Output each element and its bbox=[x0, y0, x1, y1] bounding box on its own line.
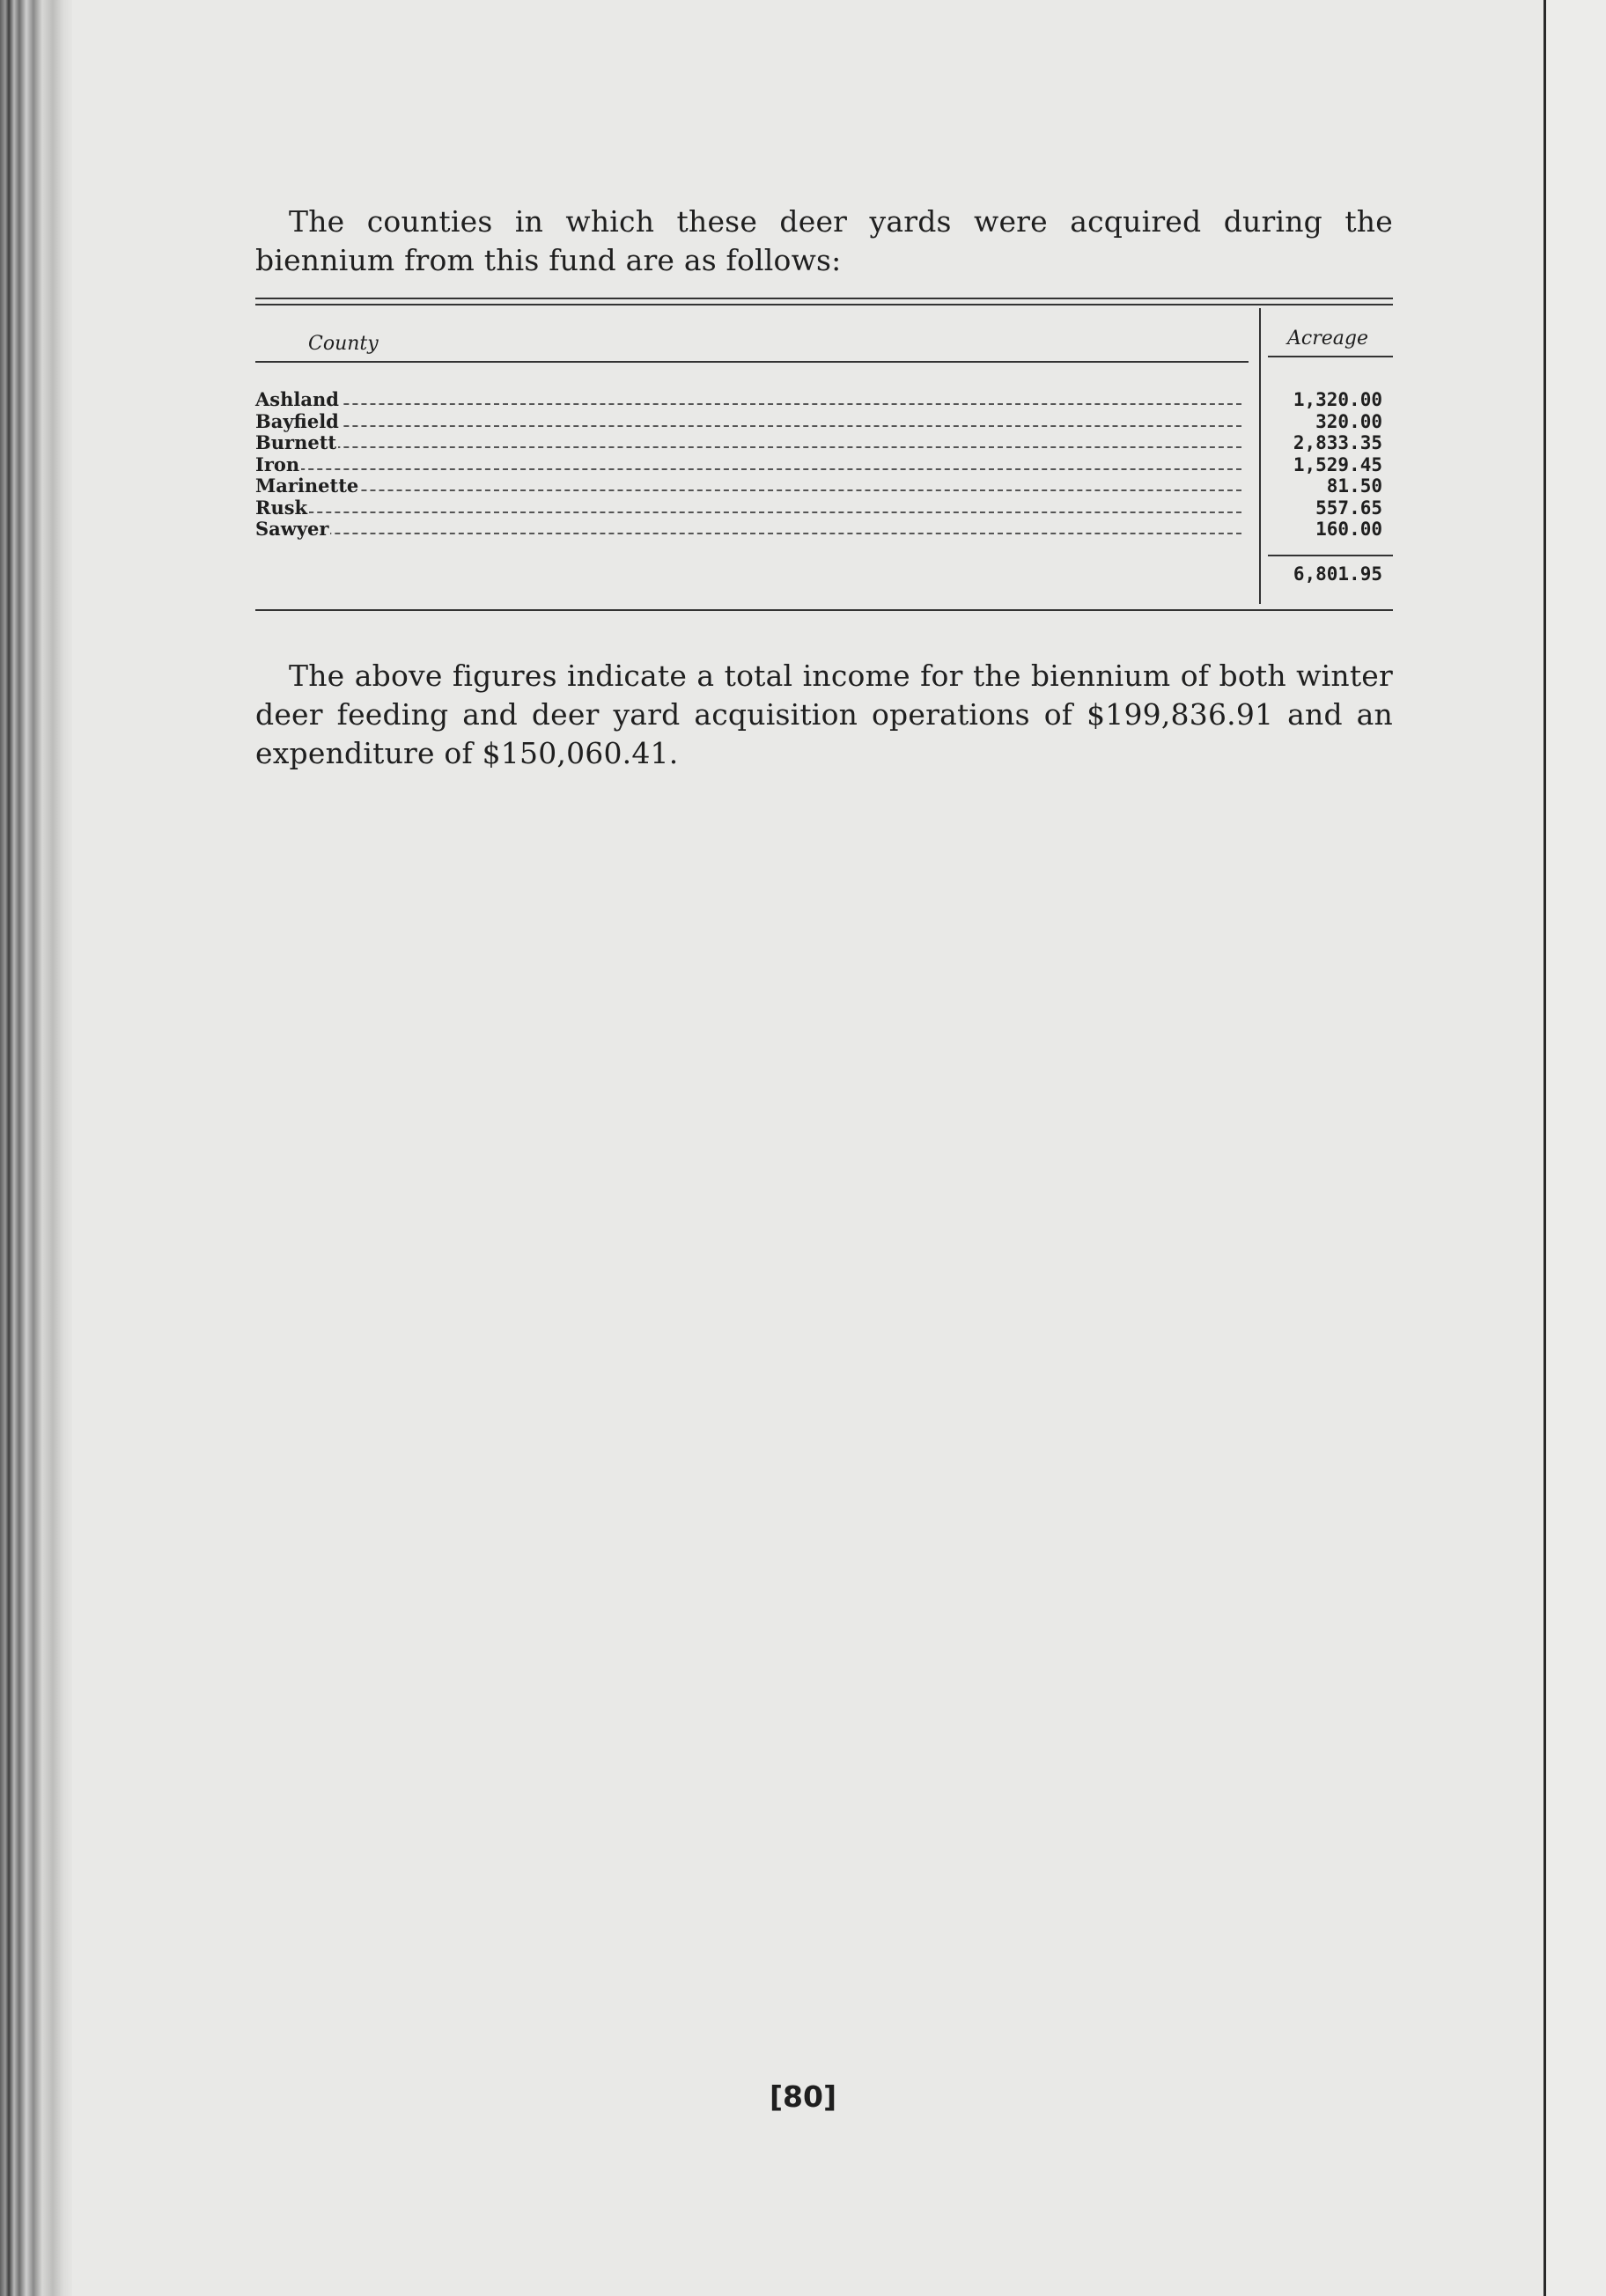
county-name: Burnett bbox=[255, 431, 337, 453]
county-name: Marinette bbox=[255, 475, 359, 497]
page-edge-margin bbox=[1546, 0, 1606, 2296]
column-header-county: County bbox=[308, 333, 379, 355]
table-top-rule bbox=[255, 298, 1393, 299]
county-name: Rusk bbox=[255, 496, 308, 519]
county-name: Sawyer bbox=[255, 518, 329, 540]
table-row bbox=[255, 389, 1393, 411]
dot-leader bbox=[255, 511, 1241, 513]
header-rule-acreage bbox=[1268, 356, 1393, 357]
book-binding bbox=[0, 0, 72, 2296]
table-row bbox=[255, 432, 1393, 454]
table-row bbox=[255, 411, 1393, 433]
header-rule-county bbox=[255, 361, 1249, 363]
page-number: [80] bbox=[769, 2079, 837, 2114]
dot-leader bbox=[255, 446, 1241, 448]
county-name: Bayfield bbox=[255, 409, 339, 432]
total-rule bbox=[1268, 555, 1393, 556]
acreage-value: 81.50 bbox=[1326, 475, 1382, 497]
table-row bbox=[255, 497, 1393, 519]
table-body bbox=[255, 389, 1393, 541]
table-bottom-rule bbox=[255, 609, 1393, 611]
column-header-acreage: Acreage bbox=[1287, 327, 1368, 350]
acreage-value: 2,833.35 bbox=[1293, 432, 1382, 453]
intro-paragraph: The counties in which these deer yards were acquired during the biennium from this fund are as follows: bbox=[255, 204, 1393, 277]
dot-leader bbox=[255, 403, 1241, 405]
dot-leader bbox=[255, 425, 1241, 427]
acreage-value: 1,320.00 bbox=[1293, 389, 1382, 410]
table-row bbox=[255, 519, 1393, 541]
dot-leader bbox=[255, 489, 1241, 491]
table-top-rule-double bbox=[255, 304, 1393, 305]
acreage-table bbox=[255, 298, 1393, 622]
table-row bbox=[255, 454, 1393, 476]
acreage-value: 557.65 bbox=[1315, 497, 1382, 519]
acreage-value: 160.00 bbox=[1315, 519, 1382, 540]
page-content bbox=[255, 202, 1393, 773]
acreage-value: 320.00 bbox=[1315, 410, 1382, 432]
county-name: Iron bbox=[255, 453, 300, 475]
county-name: Ashland bbox=[255, 388, 339, 410]
table-row bbox=[255, 475, 1393, 497]
dot-leader bbox=[255, 468, 1241, 470]
acreage-total: 6,801.95 bbox=[1293, 563, 1382, 585]
dot-leader bbox=[255, 533, 1241, 534]
acreage-value: 1,529.45 bbox=[1293, 453, 1382, 475]
closing-paragraph: The above figures indicate a total income for the biennium of both winter deer feeding and deer yard acquisition operations of $199,836.91 and an expenditure of $150,060.41. bbox=[255, 659, 1393, 770]
